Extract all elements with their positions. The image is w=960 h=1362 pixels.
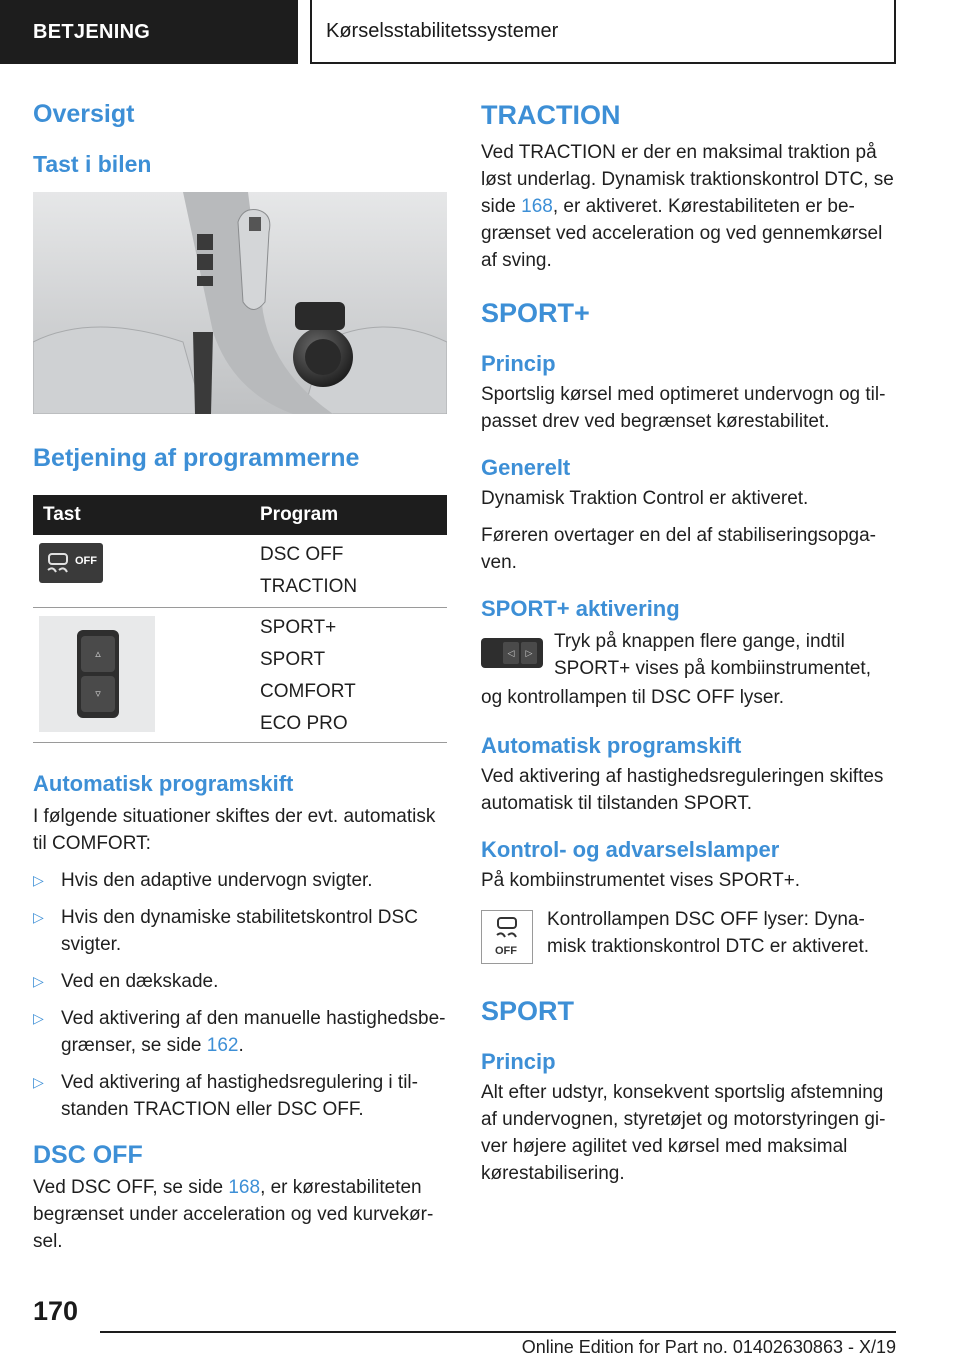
heading-betjening: Betjening af programmerne — [33, 444, 360, 472]
header-chapter-label: Kørselsstabilitetssystemer — [326, 19, 559, 42]
list-item: ▷ Hvis den dynamiske stabilitetskontrol DSC svigter. — [33, 904, 447, 958]
aktivering-text-a: Tryk på knappen flere gange, indtil SPORT+ vises på kombiinstrumentet, — [554, 631, 871, 679]
lamp-text: Kontrollampen DSC OFF lyser: Dynamisk traktionskontrol DTC er aktiveret. — [547, 909, 870, 957]
bullet-triangle-icon: ▷ — [33, 1010, 44, 1026]
heading-sport: SPORT — [481, 996, 575, 1026]
heading-automatisk-programskift: Automatisk programskift — [33, 771, 294, 796]
footer-divider — [100, 1331, 896, 1333]
bullet-triangle-icon: ▷ — [33, 909, 44, 925]
list-item: ▷ Ved aktivering af den manuelle hastighedsbegrænser, se side 162. — [33, 1005, 447, 1059]
bullet-triangle-icon: ▷ — [33, 973, 44, 989]
list-item: ▷ Ved aktivering af hastighedsregulering i tilstanden TRACTION eller DSC OFF. — [33, 1069, 447, 1123]
footer-edition: Online Edition for Part no. 01402630863 - X/19 — [521, 1337, 896, 1357]
princip-sport-text: Alt efter udstyr, konsekvent sportslig afstemning af undervognen, styretøjet og motorstyringen giver højere agilitet ved kørsel med maksimal kørestabilisering. — [481, 1082, 886, 1184]
heading-generelt: Generelt — [481, 455, 571, 480]
program-table — [33, 495, 447, 743]
header-section-tab — [0, 0, 298, 64]
program-sport-plus: SPORT+ — [260, 617, 337, 638]
heading-tast-i-bilen: Tast i bilen — [33, 151, 152, 177]
header-chapter-tab — [310, 0, 896, 64]
program-traction: TRACTION — [260, 576, 358, 597]
kontrol-text: På kombiinstrumentet vises SPORT+. — [481, 870, 801, 891]
page-link-168[interactable]: 168 — [521, 196, 553, 217]
arrow-up-icon: ▵ — [81, 636, 115, 672]
page-number: 170 — [33, 1296, 79, 1326]
dsc-off-icon-label: OFF — [75, 555, 97, 567]
car-console-illustration — [33, 192, 447, 414]
arrow-right-icon: ▷ — [521, 642, 537, 664]
arrow-left-icon: ◁ — [503, 642, 519, 664]
car-console-photo — [33, 192, 447, 414]
heading-sport-plus-aktivering: SPORT+ aktivering — [481, 596, 680, 621]
aktivering-text-b: og kontrollampen til DSC OFF lyser. — [481, 687, 785, 708]
generelt-text-2: Føreren overtager en del af stabiliseringsopgaven. — [481, 525, 876, 573]
heading-kontrol-advarselslamper: Kontrol- og advarselslamper — [481, 837, 780, 862]
header-section-label: BETJENING — [33, 20, 151, 43]
traction-text: Ved TRACTION er der en maksimal traktion på løst underlag. Dynamisk traktionskontrol DTC, se side 168, er aktiveret. Kørestabiliteten er begrænset ved acceleration og ved gennemkørsel af sving. — [481, 142, 894, 271]
heading-sport-plus: SPORT+ — [481, 298, 590, 328]
bullet-triangle-icon: ▷ — [33, 872, 44, 888]
heading-traction: TRACTION — [481, 100, 621, 130]
program-comfort: COMFORT — [260, 681, 356, 702]
page-link-162[interactable]: 162 — [206, 1035, 239, 1056]
driving-mode-switch-icon — [39, 616, 155, 732]
heading-dsc-off: DSC OFF — [33, 1141, 143, 1169]
list-item: ▷ Ved en dækskade. — [33, 968, 447, 995]
page-link-168[interactable]: 168 — [228, 1177, 261, 1198]
auto-intro-text: I følgende situationer skiftes der evt. automatisk til COMFORT: — [33, 806, 436, 854]
princip-text: Sportslig kørsel med optimeret undervogn og tilpasset drev ved begrænset kørestabilitet. — [481, 384, 886, 432]
program-sport: SPORT — [260, 649, 326, 670]
right-column — [481, 100, 895, 1187]
column-header-program: Program — [250, 495, 447, 535]
list-item: ▷ Hvis den adaptive undervogn svigter. — [33, 867, 447, 894]
heading-princip: Princip — [481, 351, 556, 376]
left-column — [33, 100, 447, 1255]
heading-princip-sport: Princip — [481, 1049, 556, 1074]
auto-text-right: Ved aktivering af hastighedsreguleringen skiftes automatisk til tilstanden SPORT. — [481, 766, 884, 814]
heading-oversigt: Oversigt — [33, 100, 135, 128]
lamp-icon-label: OFF — [495, 945, 517, 957]
arrow-down-icon: ▿ — [81, 676, 115, 712]
program-dsc-off: DSC OFF — [260, 544, 344, 565]
car-skid-icon — [43, 548, 73, 578]
heading-automatisk-programskift-right: Automatisk programskift — [481, 733, 742, 758]
dsc-off-text: Ved DSC OFF, se side 168, er kørestabiliteten begrænset under acceleration og ved kurvekørsel. — [33, 1177, 434, 1252]
dsc-off-button-icon — [39, 543, 103, 583]
auto-bullet-list — [33, 867, 447, 1123]
program-eco-pro: ECO PRO — [260, 713, 348, 734]
table-row — [33, 535, 447, 608]
generelt-text-1: Dynamisk Traktion Control er aktiveret. — [481, 488, 809, 509]
column-header-tast: Tast — [33, 495, 250, 535]
table-row — [33, 608, 447, 743]
bullet-triangle-icon: ▷ — [33, 1074, 44, 1090]
mode-switch-button-icon — [481, 638, 543, 668]
dsc-off-lamp-icon — [481, 910, 533, 964]
car-skid-icon — [492, 915, 522, 941]
